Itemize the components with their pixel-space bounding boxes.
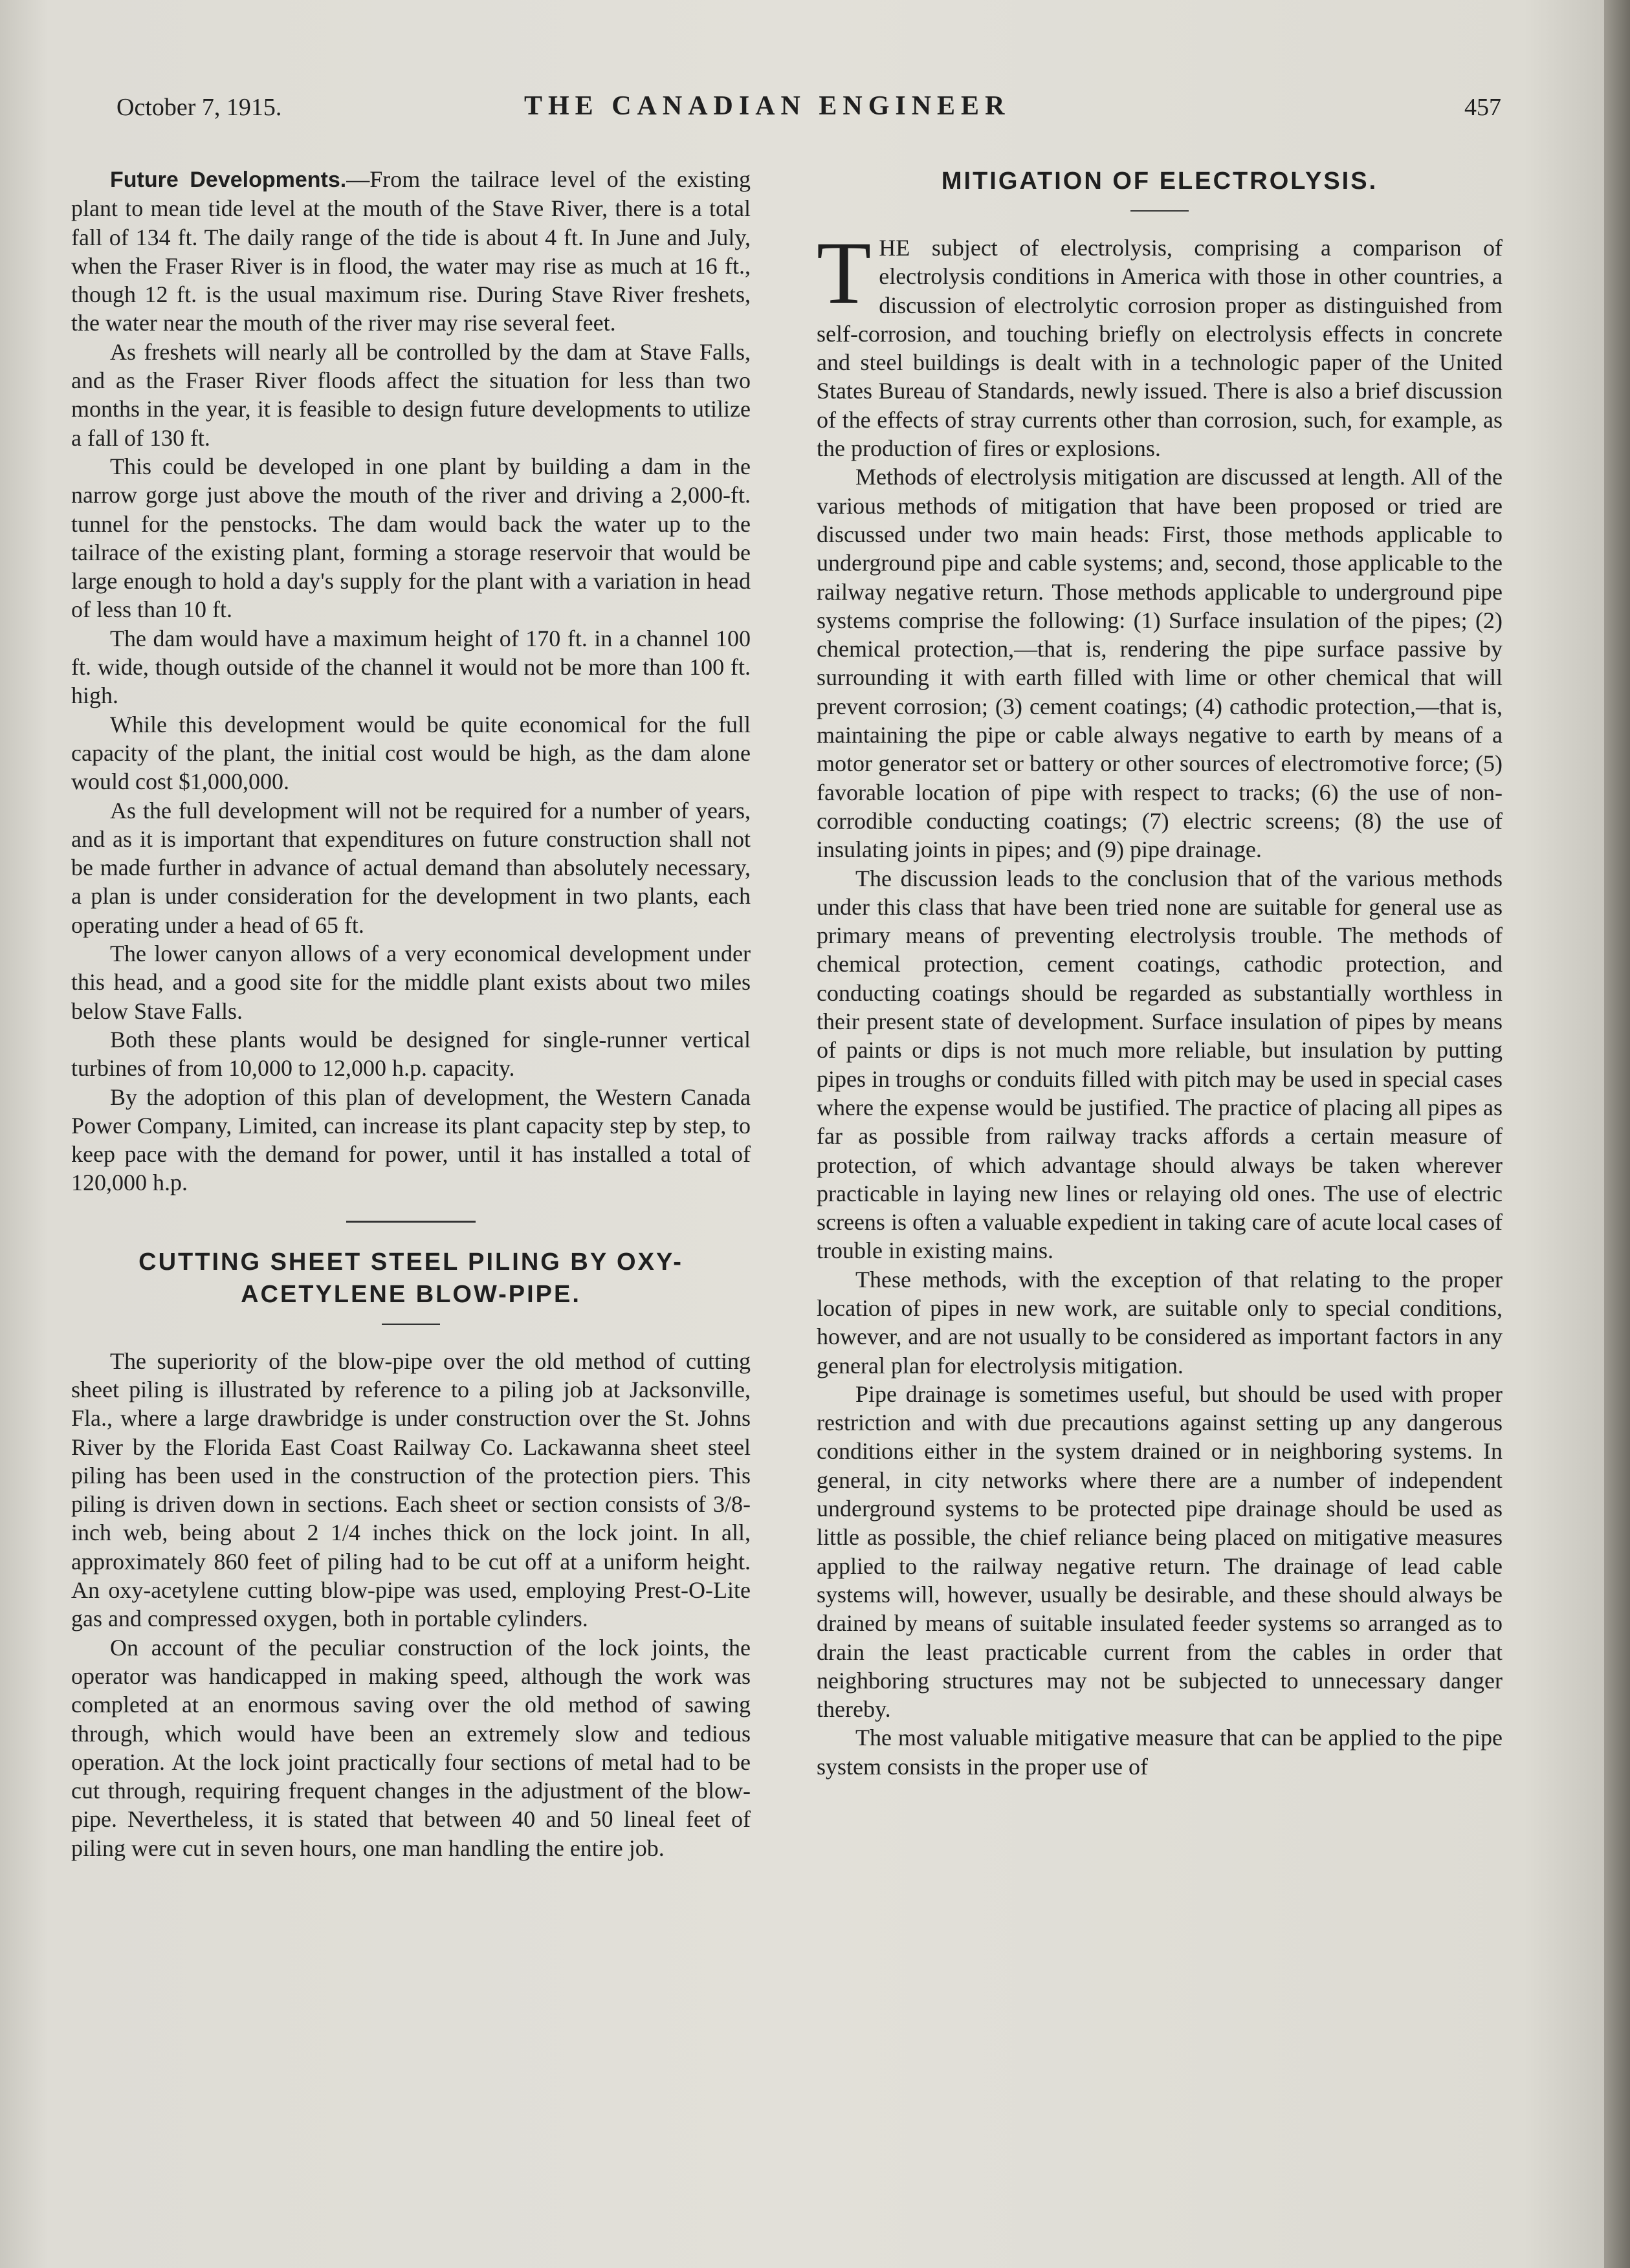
future-developments-para-2: As freshets will nearly all be controlled by the dam at Stave Falls, and as the Fraser River floods affect the situation for less than two months in the year, it is feasible to design future developments to utilize a fall of 130 ft. xyxy=(71,338,751,451)
future-developments-para-4: The dam would have a maximum height of 170 ft. in a channel 100 ft. wide, though outside of the channel it would not be more than 100 ft. high. xyxy=(71,625,751,709)
future-developments-para-8: Both these plants would be designed for single-runner vertical turbines of from 10,000 to 12,000 h.p. capacity. xyxy=(71,1026,751,1082)
future-developments-para-1 xyxy=(71,165,751,338)
future-developments-para-1-text: —From the tailrace level of the existing plant to mean tide level at the mouth of the Stave River, there is a total fall of 134 ft. The daily range of the tide is about 4 ft. In June and July, when the Fraser River is in flood, the water may rise as much at 16 ft., though 12 ft. is the usual maximum rise. During Stave River freshets, the water near the mouth of the river may rise several feet. xyxy=(71,166,751,336)
electrolysis-para-1-text: HE subject of electrolysis, comprising a comparison of electrolysis conditions in America with those in other countries, a discussion of electrolytic corrosion proper as distinguished from self-corrosion, and touching briefly on electrolysis effects in concrete and steel buildings is dealt with in a technologic paper of the United States Bureau of Standards, newly issued. There is also a brief discussion of the effects of stray currents other than corrosion, such, for example, as the production of fires or explosions. xyxy=(817,235,1503,462)
electrolysis-para-5: Pipe drainage is sometimes useful, but should be used with proper restriction and with due precautions against setting up any dangerous conditions either in the system drained or in neighboring systems. In general, in city networks where there are a number of independent underground systems to be protected pipe drainage should be used as little as possible, the chief reliance being placed on mitigative measures applied to the railway negative return. The drainage of lead cable systems will, however, usually be desirable, and these should always be drained by means of suitable insulated feeder systems so arranged as to drain the least practicable current from the cables in order that neighboring structures may not be subjected to unnecessary danger thereby. xyxy=(817,1380,1503,1723)
future-developments-para-5: While this development would be quite economical for the full capacity of the plant, the initial cost would be high, as the dam alone would cost $1,000,000. xyxy=(71,711,751,795)
electrolysis-para-2: Methods of electrolysis mitigation are discussed at length. All of the various methods of mitigation that have been proposed or tried are discussed under two main heads: First, those methods applicable to underground pipe and cable systems; and, second, those applicable to the railway negative return. Those methods applicable to underground pipe systems comprise the following: (1) Surface insulation of the pipes; (2) chemical protection,—that is, rendering the pipe surface passive by surrounding it with earth filled with lime or other chemical that will prevent corrosion; (3) cement coatings; (4) cathodic protection,—that is, maintaining the pipe or cable always negative to earth by means of a motor generator set or battery or other sources of electromotive force; (5) favorable location of pipe with respect to tracks; (6) the use of non-corrodible conducting coatings; (7) electric screens; (8) the use of insulating joints in pipes; and (9) pipe drainage. xyxy=(817,464,1503,863)
title-underline xyxy=(1130,210,1189,212)
electrolysis-title: MITIGATION OF ELECTROLYSIS. xyxy=(941,168,1378,195)
issue-date: October 7, 1915. xyxy=(116,94,282,121)
section-divider xyxy=(346,1221,476,1223)
right-column xyxy=(817,165,1503,1781)
future-developments-heading: Future Developments. xyxy=(110,168,347,192)
electrolysis-para-4: These methods, with the exception of that relating to the proper location of pipes in new work, are suitable only to special conditions, however, and are not usually to be considered as important factors in any general plan for electrolysis mitigation. xyxy=(817,1266,1503,1379)
page-number: 457 xyxy=(1464,94,1501,121)
future-developments-para-3: This could be developed in one plant by building a dam in the narrow gorge just above the mouth of the river and driving a 2,000-ft. tunnel for the penstocks. The dam would back the water up to the tailrace of the existing plant, forming a storage reservoir that would be large enough to hold a day's supply for the plant with a variation in head of less than 10 ft. xyxy=(71,453,751,623)
cutting-piling-para-2: On account of the peculiar construction of the lock joints, the operator was handicapped in making speed, although the work was completed at an enormous saving over the old method of sawing through, which would have been an extremely slow and tedious operation. At the lock joint practically four sections of metal had to be cut through, requiring frequent changes in the adjustment of the blow-pipe. Nevertheless, it is stated that between 40 and 50 lineal feet of piling were cut in seven hours, one man handling the entire job. xyxy=(71,1634,751,1861)
title-underline xyxy=(382,1324,440,1325)
electrolysis-para-1 xyxy=(817,223,1503,463)
electrolysis-para-3: The discussion leads to the conclusion that of the various methods under this class that have been tried none are suitable for general use as primary means of preventing electrolysis trouble. The methods of chemical protection, cement coatings, cathodic protection, and conducting coatings should be regarded as substantially worthless in their present state of development. Surface insulation of pipes by means of paints or dips is not much more reliable, but insulation by putting pipes in troughs or conduits filled with pitch may be used in special cases where the expense would be justified. The practice of placing all pipes as far as possible from railway tracks affords a certain measure of protection, of which advantage should always be taken wherever practicable in laying new lines or relaying old ones. The use of electric screens is often a valuable expedient in taking care of acute local cases of trouble in existing mains. xyxy=(817,865,1503,1264)
cutting-piling-para-1: The superiority of the blow-pipe over the old method of cutting sheet piling is illustrated by reference to a piling job at Jacksonville, Fla., where a large drawbridge is under construction over the St. Johns River by the Florida East Coast Railway Co. Lackawanna sheet steel piling has been used in the construction of the protection piers. This piling is driven down in sections. Each sheet or section consists of 3/8-inch web, being about 2 1/4 inches thick on the lock joint. In all, approximately 860 feet of piling had to be cut off at a uniform height. An oxy-acetylene cutting blow-pipe was used, employing Prest-O-Lite gas and compressed oxygen, both in portable cylinders. xyxy=(71,1347,751,1632)
cutting-piling-title: CUTTING SHEET STEEL PILING BY OXY-ACETYLENE BLOW-PIPE. xyxy=(138,1248,683,1308)
future-developments-para-9: By the adoption of this plan of development, the Western Canada Power Company, Limited, can increase its plant capacity step by step, to keep pace with the demand for power, until it has installed a total of 120,000 h.p. xyxy=(71,1084,751,1196)
page-header xyxy=(116,91,1501,129)
book-spine-edge xyxy=(1604,0,1630,2268)
electrolysis-para-6: The most valuable mitigative measure that can be applied to the pipe system consists in the proper use of xyxy=(817,1725,1503,1780)
future-developments-para-6: As the full development will not be required for a number of years, and as it is important that expenditures on future construction shall not be made further in advance of actual demand than absolutely necessary, a plan is under consideration for the development in two plants, each operating under a head of 65 ft. xyxy=(71,797,751,938)
left-column xyxy=(71,165,751,1862)
drop-cap: T xyxy=(817,223,872,322)
journal-title: THE CANADIAN ENGINEER xyxy=(524,91,1011,121)
future-developments-para-7: The lower canyon allows of a very economical development under this head, and a good site for the middle plant exists about two miles below Stave Falls. xyxy=(71,941,751,1024)
